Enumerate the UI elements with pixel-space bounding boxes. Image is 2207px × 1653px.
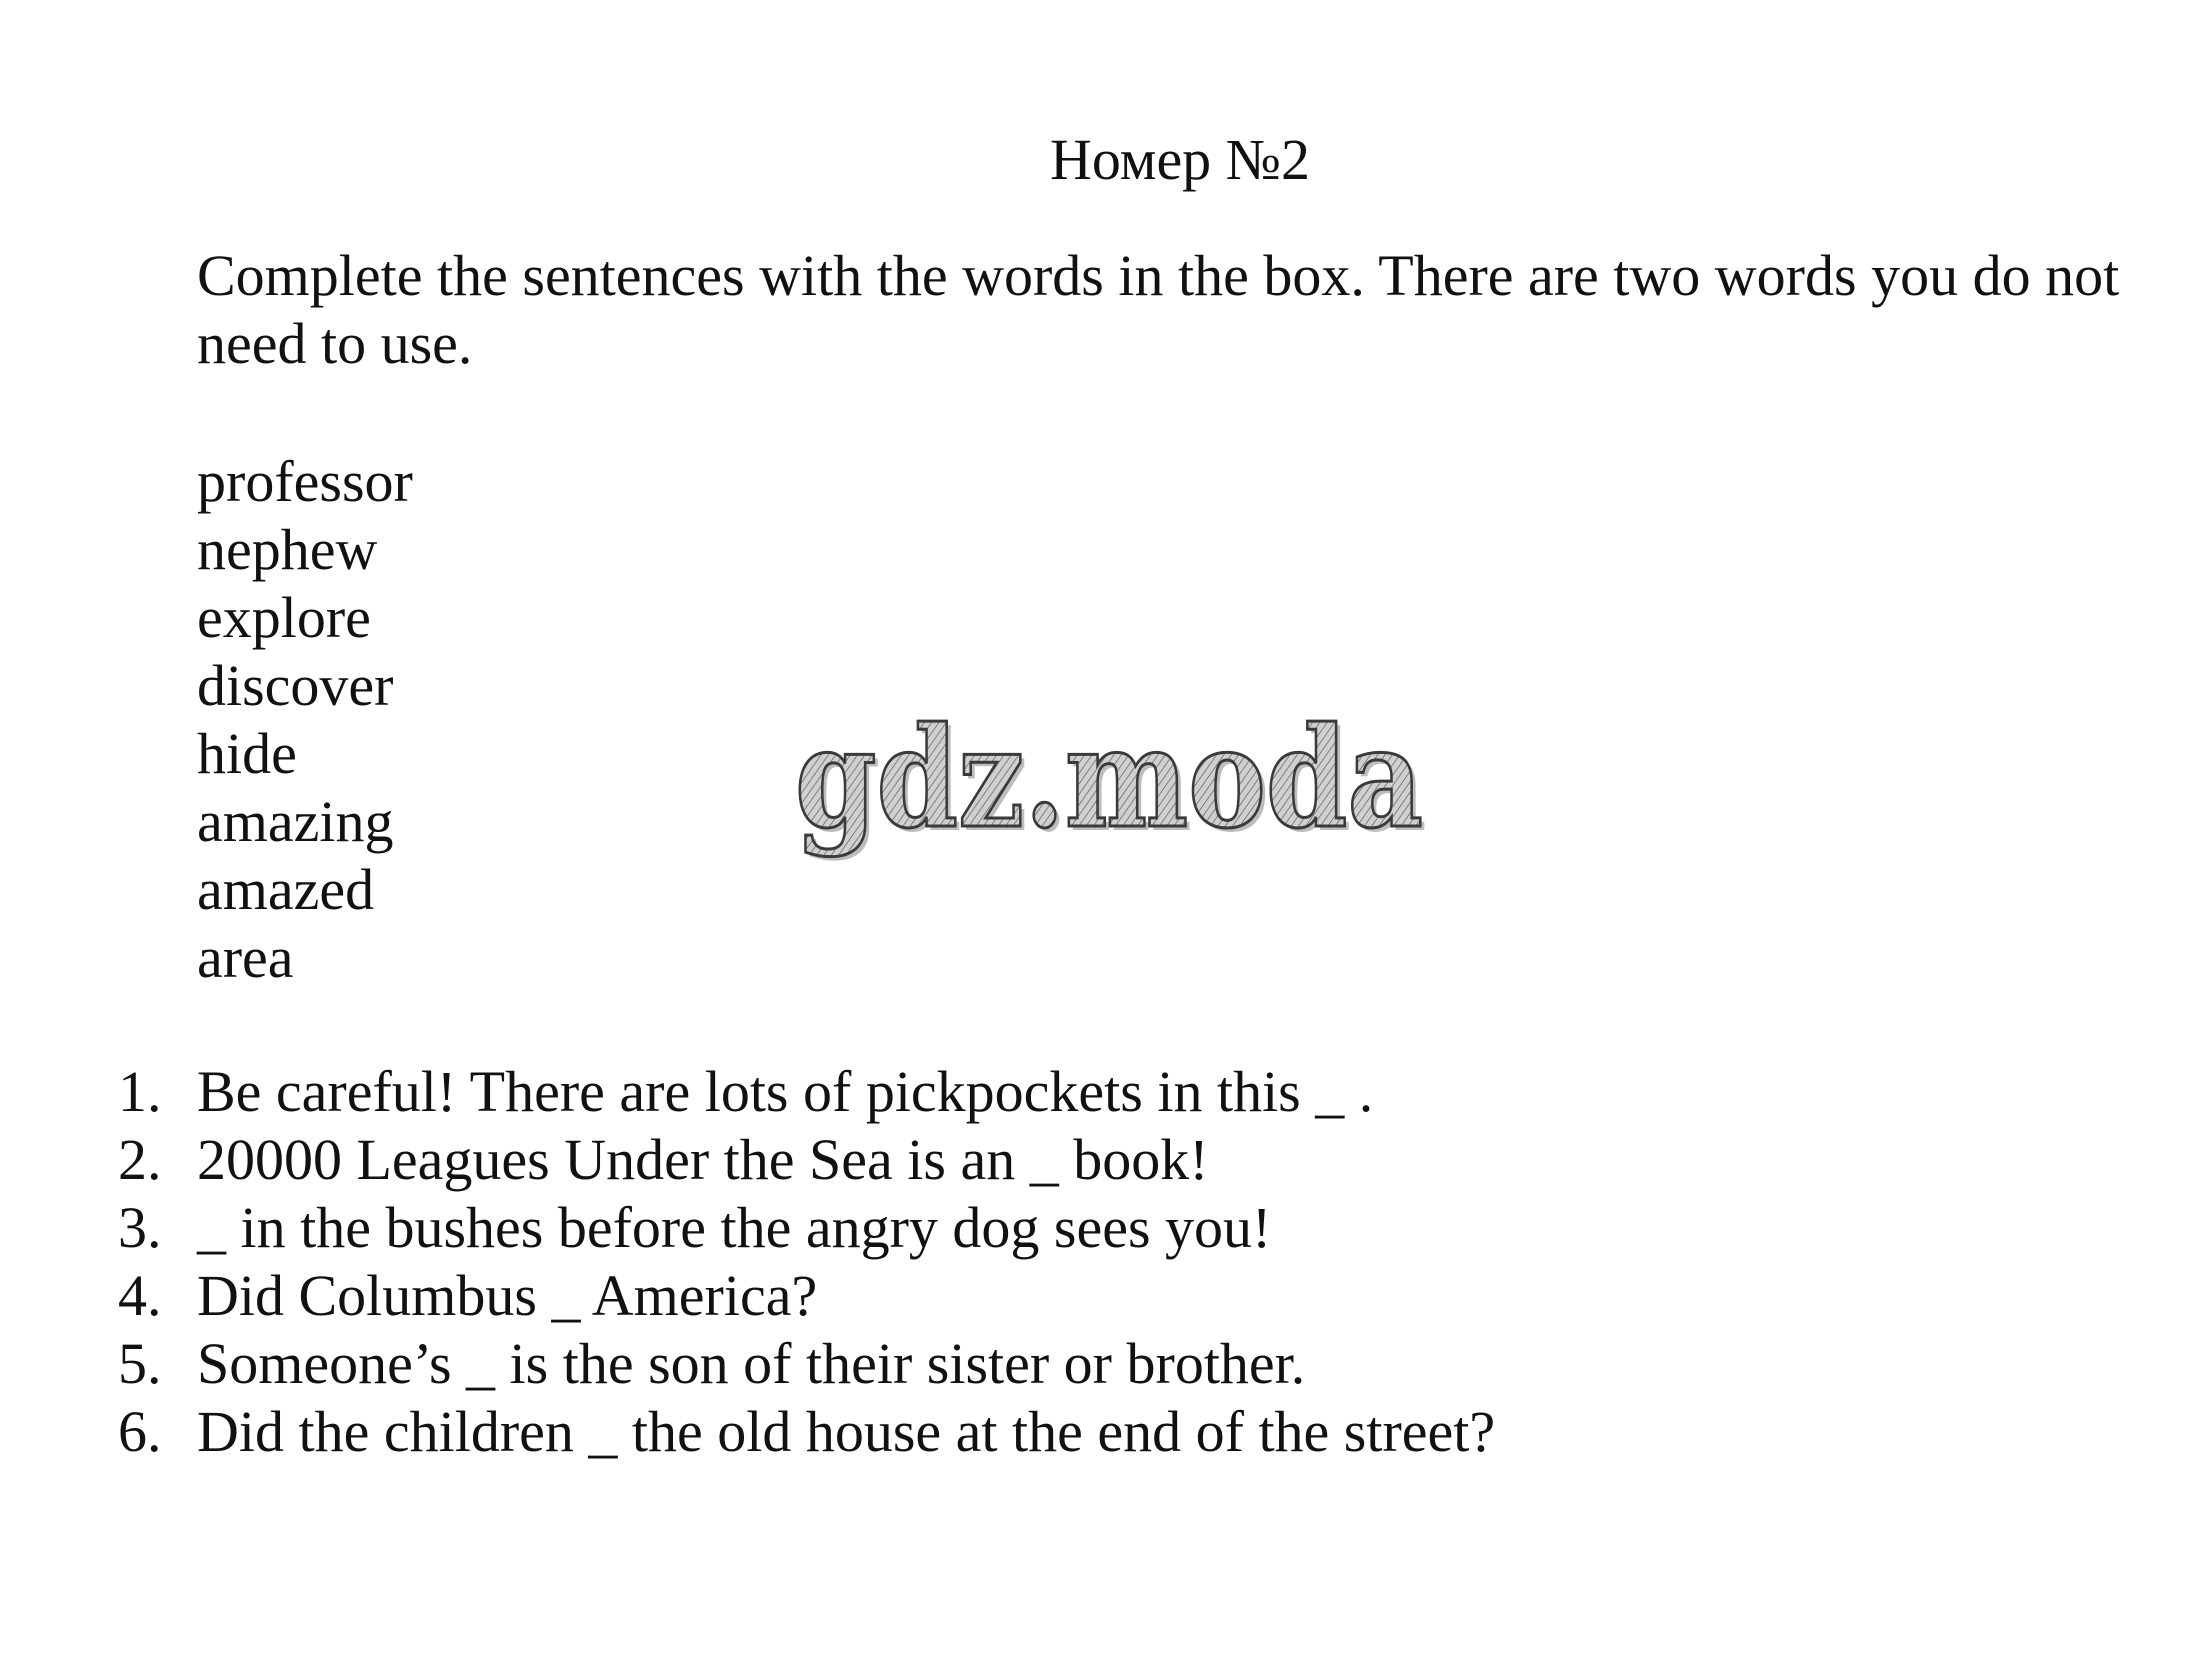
list-item	[118, 1194, 1495, 1262]
watermark-text: gdz.moda	[795, 718, 1423, 859]
word-box-item: professor	[197, 449, 413, 514]
word-box	[197, 448, 413, 992]
sentence-text: Did Columbus _ America?	[197, 1263, 818, 1328]
word-box-item: amazing	[197, 789, 394, 854]
list-item	[118, 1330, 1495, 1398]
sentence-number: 4.	[118, 1263, 162, 1328]
sentence-text: Someone’s _ is the son of their sister or brother.	[197, 1331, 1306, 1396]
list-item	[118, 1262, 1495, 1330]
word-box-item: nephew	[197, 517, 378, 582]
list-item	[118, 1126, 1495, 1194]
sentence-text: Be careful! There are lots of pickpockets in this _ .	[197, 1059, 1374, 1124]
instructions-text: Complete the sentences with the words in the box. There are two words you do not need to use.	[197, 243, 2120, 376]
sentence-number: 2.	[118, 1127, 162, 1192]
word-box-item: amazed	[197, 857, 375, 922]
word-box-item: explore	[197, 585, 371, 650]
sentence-list	[118, 1058, 1495, 1466]
watermark-shadow: gdz.moda	[799, 718, 1427, 863]
sentence-text: 20000 Leagues Under the Sea is an _ book!	[197, 1127, 1209, 1192]
sentence-text: Did the children _ the old house at the end of the street?	[197, 1399, 1496, 1464]
page-title: Номер №2	[1049, 127, 1311, 192]
sentence-number: 5.	[118, 1331, 162, 1396]
word-box-item: hide	[197, 721, 297, 786]
word-box-item: area	[197, 925, 294, 990]
sentence-text: _ in the bushes before the angry dog sees you!	[197, 1195, 1272, 1260]
sentence-number: 3.	[118, 1195, 162, 1260]
sentence-number: 6.	[118, 1399, 162, 1464]
watermark-logo	[795, 718, 1435, 868]
list-item	[118, 1398, 1495, 1466]
word-box-item: discover	[197, 653, 394, 718]
list-item	[118, 1058, 1495, 1126]
sentence-number: 1.	[118, 1059, 162, 1124]
